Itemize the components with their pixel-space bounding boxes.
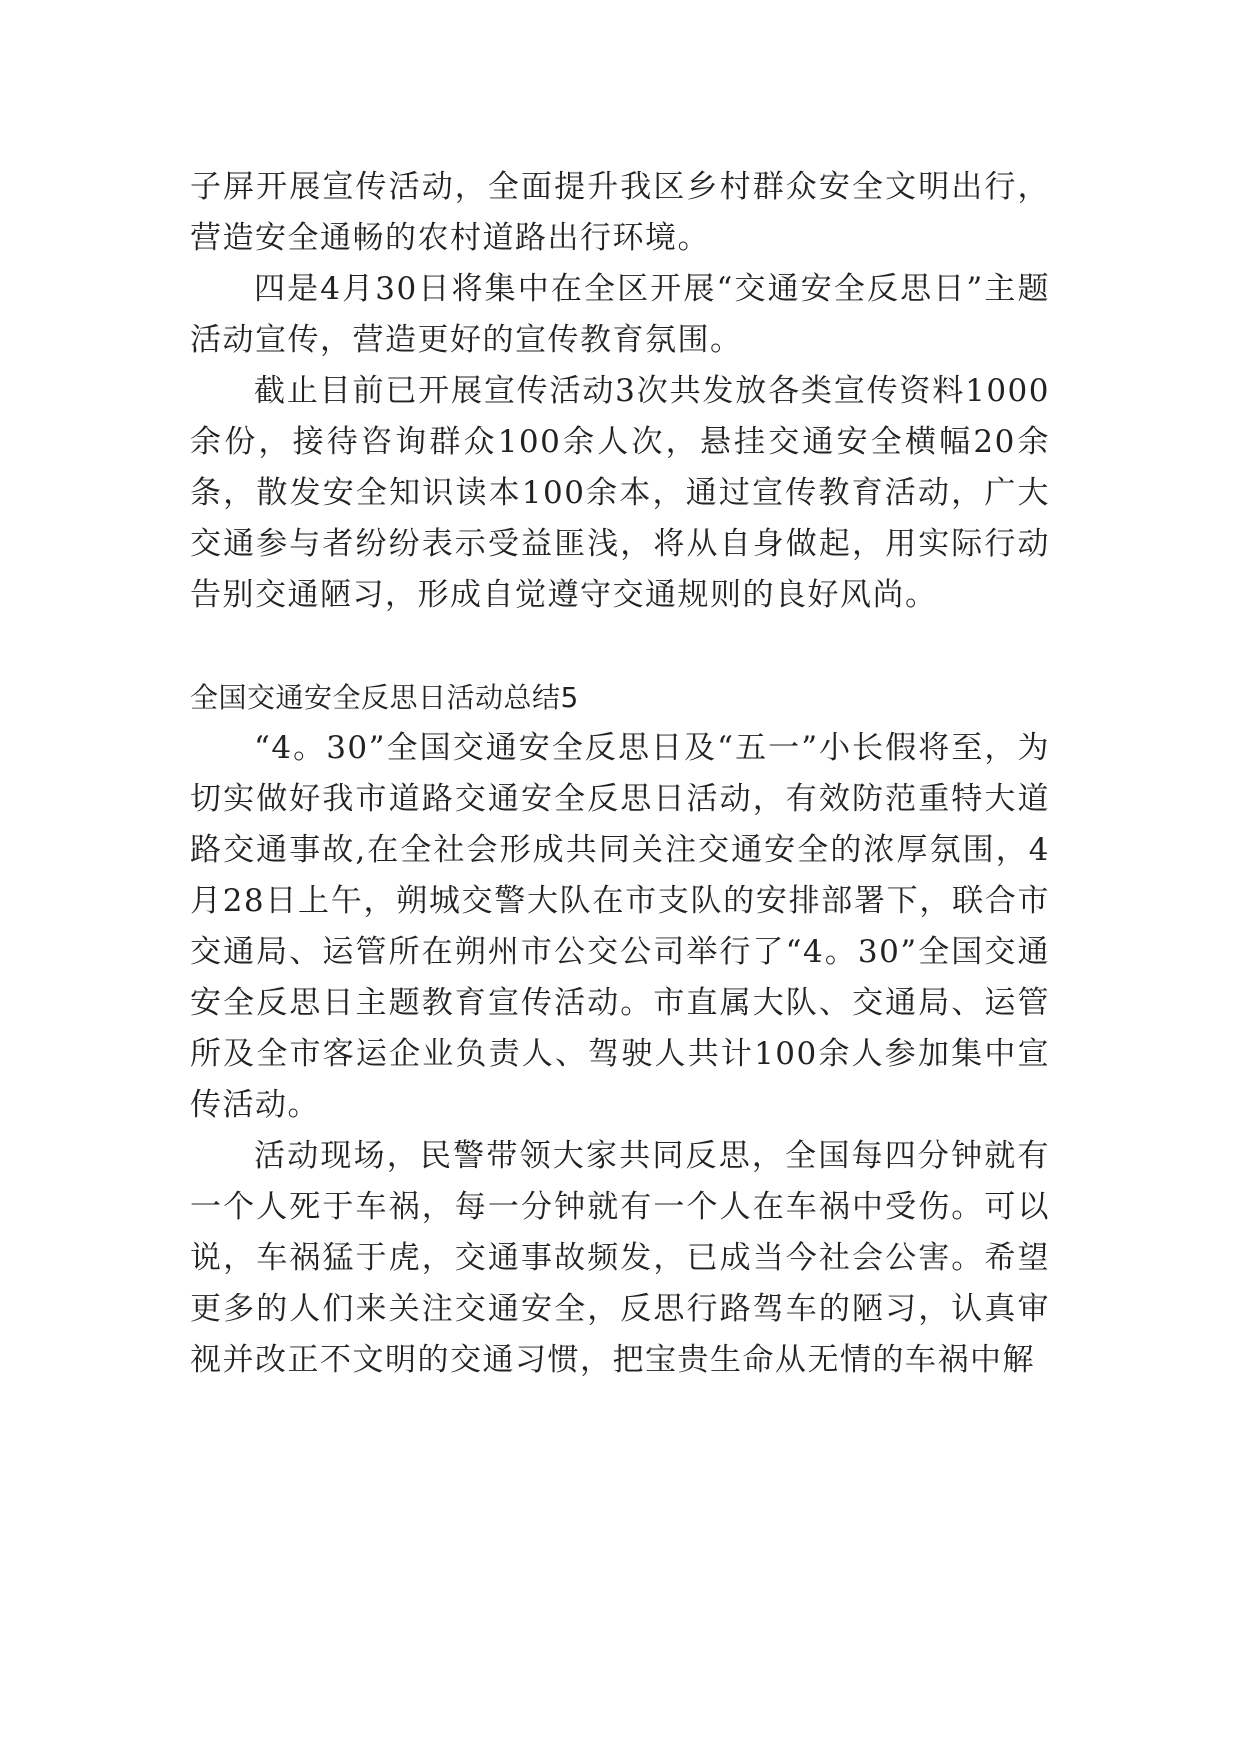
paragraph-2: 四是4月30日将集中在全区开展“交通安全反思日”主题活动宣传，营造更好的宣传教育氛围。	[190, 271, 1050, 358]
paragraph-1: 子屏开展宣传活动，全面提升我区乡村群众安全文明出行，营造安全通畅的农村道路出行环境。	[190, 169, 1050, 256]
section-heading: 全国交通安全反思日活动总结5	[190, 681, 579, 714]
paragraph-4: “4。30”全国交通安全反思日及“五一”小长假将至，为切实做好我市道路交通安全反思日活动，有效防范重特大道路交通事故,在全社会形成共同关注交通安全的浓厚氛围，4月28日上午，朔城交警大队在市支队的安排部署下，联合市交通局、运管所在朔州市公交公司举行了“4。30”全国交通安全反思日主题教育宣传活动。市直属大队、交通局、运管所及全市客运企业负责人、驾驶人共计100余人参加集中宣传活动。	[190, 730, 1050, 1123]
document-body	[190, 162, 1050, 1386]
paragraph-3: 截止目前已开展宣传活动3次共发放各类宣传资料1000余份，接待咨询群众100余人次，悬挂交通安全横幅20余条，散发安全知识读本100余本，通过宣传教育活动，广大交通参与者纷纷表示受益匪浅，将从自身做起，用实际行动告别交通陋习，形成自觉遵守交通规则的良好风尚。	[190, 373, 1050, 613]
paragraph-5: 活动现场，民警带领大家共同反思，全国每四分钟就有一个人死于车祸，每一分钟就有一个人在车祸中受伤。可以说，车祸猛于虎，交通事故频发，已成当今社会公害。希望更多的人们来关注交通安全，反思行路驾车的陋习，认真审视并改正不文明的交通习惯，把宝贵生命从无情的车祸中解	[190, 1138, 1050, 1378]
